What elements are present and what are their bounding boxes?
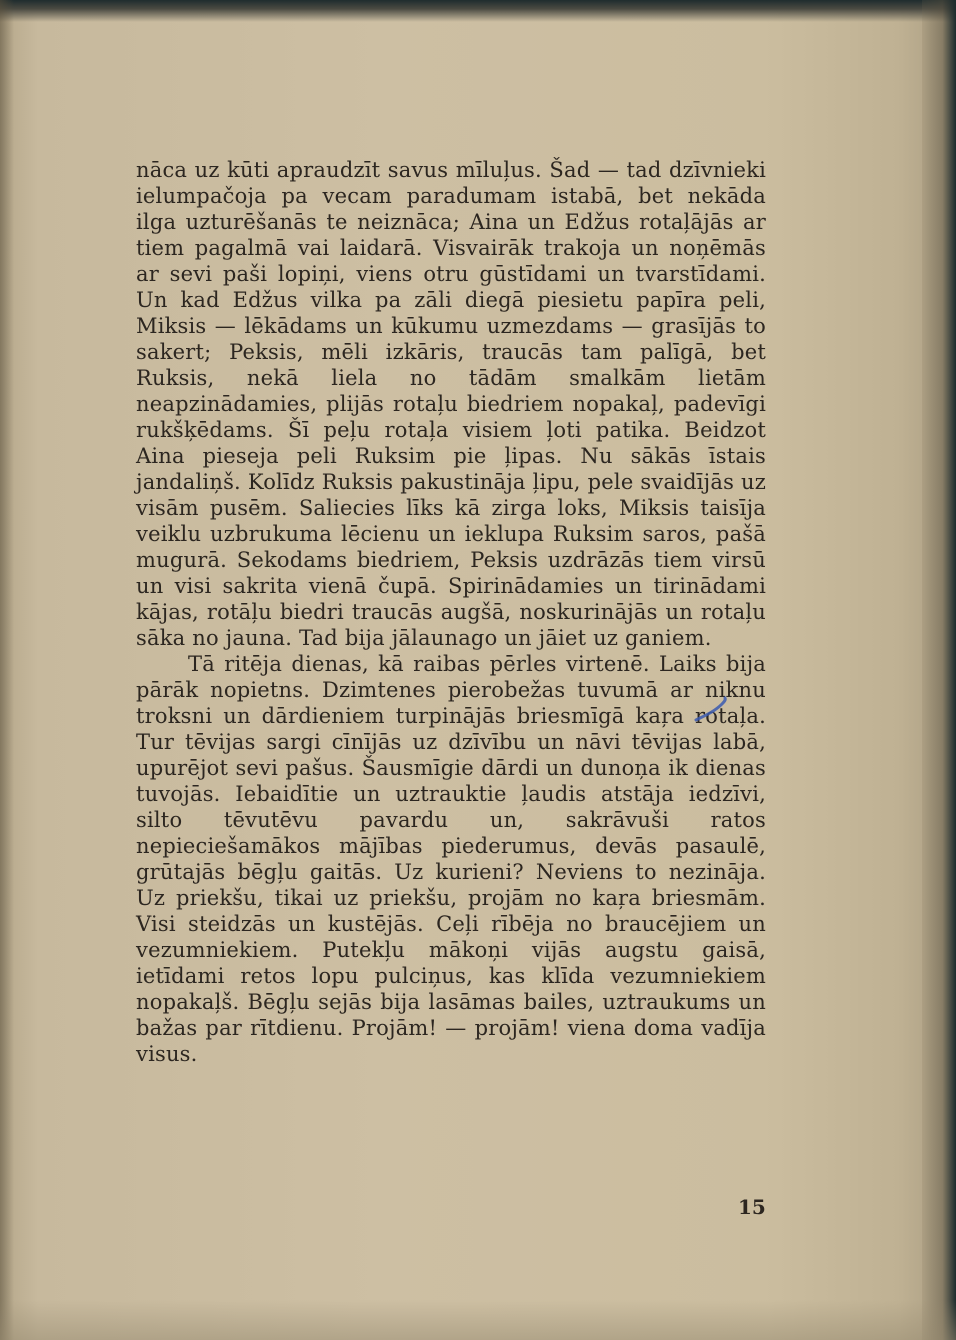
body-text	[136, 157, 766, 1067]
left-page-edge	[0, 0, 14, 1340]
right-page-edge	[922, 0, 956, 1340]
paragraph-2: Tā ritēja dienas, kā raibas pērles virtenē. Laiks bija pārāk nopietns. Dzimtenes pierobežas tuvumā ar niknu troksni un dārdieniem turpinājās briesmīgā kaŗa rotaļa. Tur tēvijas sargi cīnījās uz dzīvību un nāvi tēvijas labā, upurējot sevi pašus. Šausmīgie dārdi un dunoņa ik dienas tuvojās. Iebaidītie un uztrauktie ļaudis atstāja iedzīvi, silto tēvutēvu pavardu un, sakrāvuši ratos nepieciešamākos mājības piederumus, devās pasaulē, grūtajās bēgļu gaitās. Uz kurieni? Neviens to nezināja. Uz priekšu, tikai uz priekšu, projām no kaŗa briesmām. Visi steidzās un kustējās. Ceļi rībēja no braucējiem un vezumniekiem. Putekļu mākoņi vijās augstu gaisā, ietīdami retos lopu pulciņus, kas klīda vezumniekiem nopakaļš. Bēgļu sejās bija lasāmas bailes, uztraukums un bažas par rītdienu. Projām! — projām! viena doma vadīja visus.	[136, 652, 766, 1066]
bottom-page-shadow	[0, 1300, 956, 1340]
ink-stain-mark	[690, 690, 732, 730]
page-number: 15	[738, 1195, 766, 1219]
top-page-shadow	[0, 0, 956, 22]
paragraph-1: nāca uz kūti apraudzīt savus mīluļus. Šad — tad dzīvnieki ielumpačoja pa vecam paradumam istabā, bet nekāda ilga uzturēšanās te neiznāca; Aina un Edžus rotaļājās ar tiem pagalmā vai laidarā. Visvairāk trakoja un noņēmās ar sevi paši lopiņi, viens otru gūstīdami un tvarstīdami. Un kad Edžus vilka pa zāli diegā piesietu papīra peli, Miksis — lēkādams un kūkumu uzmezdams — grasījās to sakert; Peksis, mēli izkāris, traucās tam palīgā, bet Ruksis, nekā liela no tādām smalkām lietām neapzinādamies, plijās rotaļu biedriem nopakaļ, padevīgi rukšķēdams. Šī peļu rotaļa visiem ļoti patika. Beidzot Aina pieseja peli Ruksim pie ļipas. Nu sākās īstais jandaliņš. Kolīdz Ruksis pakustināja ļipu, pele svaidījās uz visām pusēm. Saliecies līks kā zirga loks, Miksis taisīja veiklu uzbrukuma lēcienu un ieklupa Ruksim saros, pašā mugurā. Sekodams biedriem, Peksis uzdrāzās tiem virsū un visi sakrita vienā čupā. Spirinādamies un tirinādami kājas, rotāļu biedri traucās augšā, noskurinājās un rotaļu sāka no jauna. Tad bija jālaunago un jāiet uz ganiem.	[136, 158, 766, 650]
